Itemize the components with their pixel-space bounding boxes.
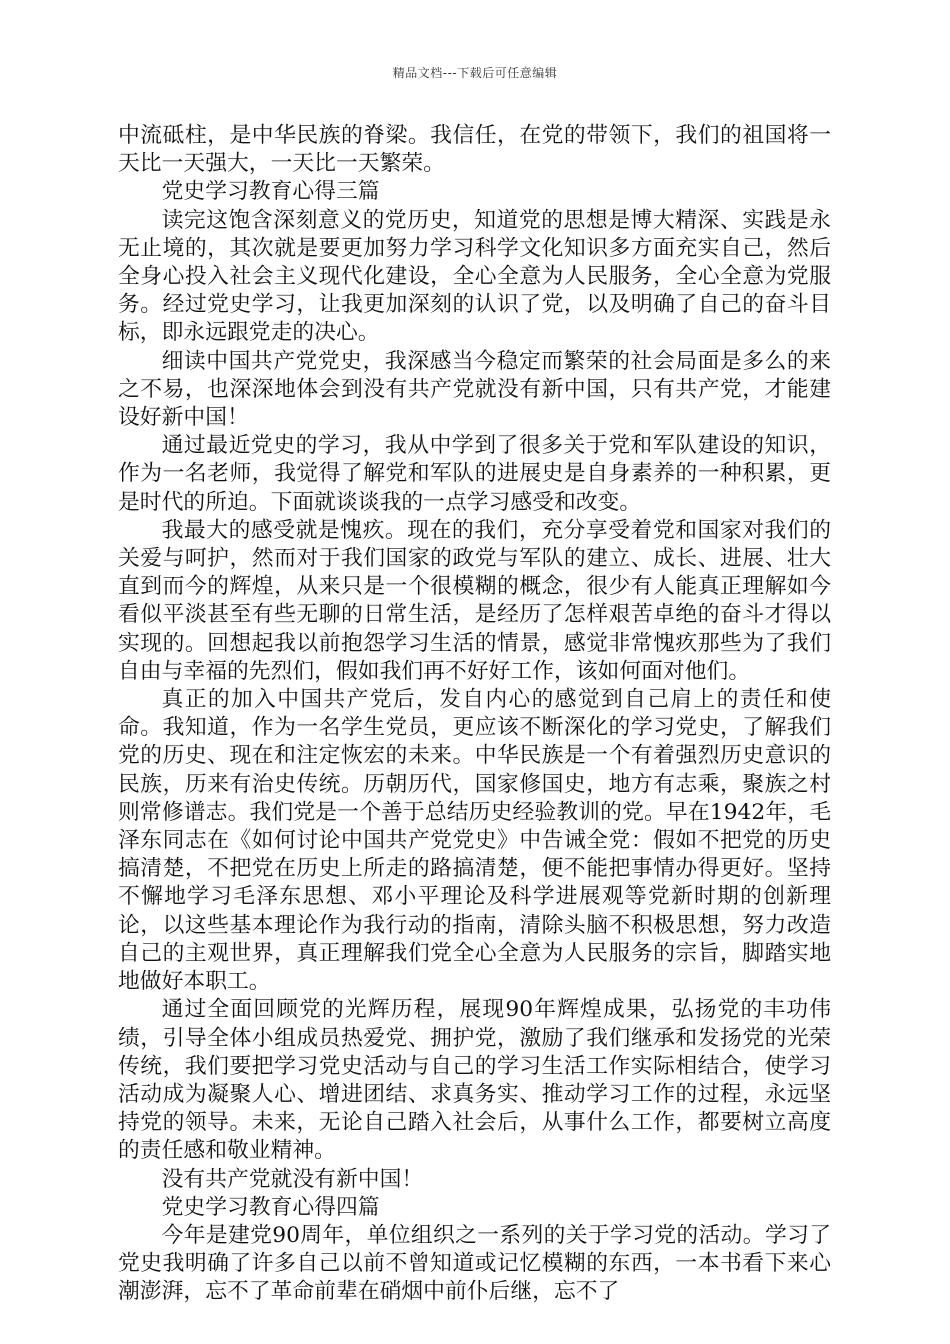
paragraph: 读完这饱含深刻意义的党历史，知道党的思想是博大精深、实践是永无止境的，其次就是要更加努力学习科学文化知识多方面充实自己，然后全身心投入社会主义现代化建设，全心全意为人民服务，全心全意为党服务。经过党史学习，让我更加深刻的认识了党，以及明确了自己的奋斗目标，即永远跟党走的决心。 bbox=[118, 207, 831, 346]
paragraph: 通过最近党史的学习，我从中学到了很多关于党和军队建设的知识，作为一名老师，我觉得了解党和军队的进展史是自身素养的一种积累，更是时代的所迫。下面就谈谈我的一点学习感受和改变。 bbox=[118, 433, 831, 515]
paragraph: 通过全面回顾党的光辉历程，展现90年辉煌成果，弘扬党的丰功伟绩，引导全体小组成员热爱党、拥护党，激励了我们继承和发扬党的光荣传统，我们要把学习党史活动与自己的学习生活工作实际相结合，使学习活动成为凝聚人心、增进团结、求真务实、推动学习工作的过程，永远坚持党的领导。未来，无论自己踏入社会后，从事什么工作，都要树立高度的责任感和敬业精神。 bbox=[118, 997, 831, 1164]
section-title: 党史学习教育心得四篇 bbox=[161, 1194, 380, 1220]
paragraph: 中流砥柱，是中华民族的脊梁。我信任，在党的带领下，我们的祖国将一天比一天强大，一天比一天繁荣。 bbox=[118, 123, 831, 177]
paragraph: 今年是建党90周年，单位组织之一系列的关于学习党的活动。学习了党史我明确了许多自己以前不曾知道或记忆模糊的东西，一本书看下来心潮澎湃，忘不了革命前辈在硝烟中前仆后继，忘不了 bbox=[118, 1222, 831, 1305]
paragraph: 真正的加入中国共产党后，发自内心的感觉到自己肩上的责任和使命。我知道，作为一名学生党员，更应该不断深化的学习党史，了解我们党的历史、现在和注定恢宏的未来。中华民族是一个有着强烈历史意识的民族，历来有治史传统。历朝历代，国家修国史，地方有志乘，聚族之村则常修谱志。我们党是一个善于总结历史经验教训的党。早在1942年，毛泽东同志在《如何讨论中国共产党党史》中告诫全党：假如不把党的历史搞清楚，不把党在历史上所走的路搞清楚，便不能把事情办得更好。坚持不懈地学习毛泽东思想、邓小平理论及科学进展观等党新时期的创新理论，以这些基本理论作为我行动的指南，清除头脑不积极思想，努力改造自己的主观世界，真正理解我们党全心全意为人民服务的宗旨，脚踏实地地做好本职工。 bbox=[118, 687, 831, 995]
paragraph: 我最大的感受就是愧疚。现在的我们，充分享受着党和国家对我们的关爱与呵护，然而对于我们国家的政党与军队的建立、成长、进展、壮大直到而今的辉煌，从来只是一个很模糊的概念，很少有人能真正理解如今看似平淡甚至有些无聊的日常生活，是经历了怎样艰苦卓绝的奋斗才得以实现的。回想起我以前抱怨学习生活的情景，感觉非常愧疚那些为了我们自由与幸福的先烈们，假如我们再不好好工作，该如何面对他们。 bbox=[118, 517, 831, 684]
section-title: 党史学习教育心得三篇 bbox=[161, 179, 380, 205]
document-body bbox=[118, 122, 831, 1307]
paragraph: 细读中国共产党党史，我深感当今稳定而繁荣的社会局面是多么的来之不易，也深深地体会到没有共产党就没有新中国，只有共产党，才能建设好新中国！ bbox=[118, 348, 831, 431]
page-header: 精品文档---下载后可任意编辑 bbox=[392, 66, 558, 80]
paragraph: 没有共产党就没有新中国！ bbox=[161, 1166, 424, 1192]
